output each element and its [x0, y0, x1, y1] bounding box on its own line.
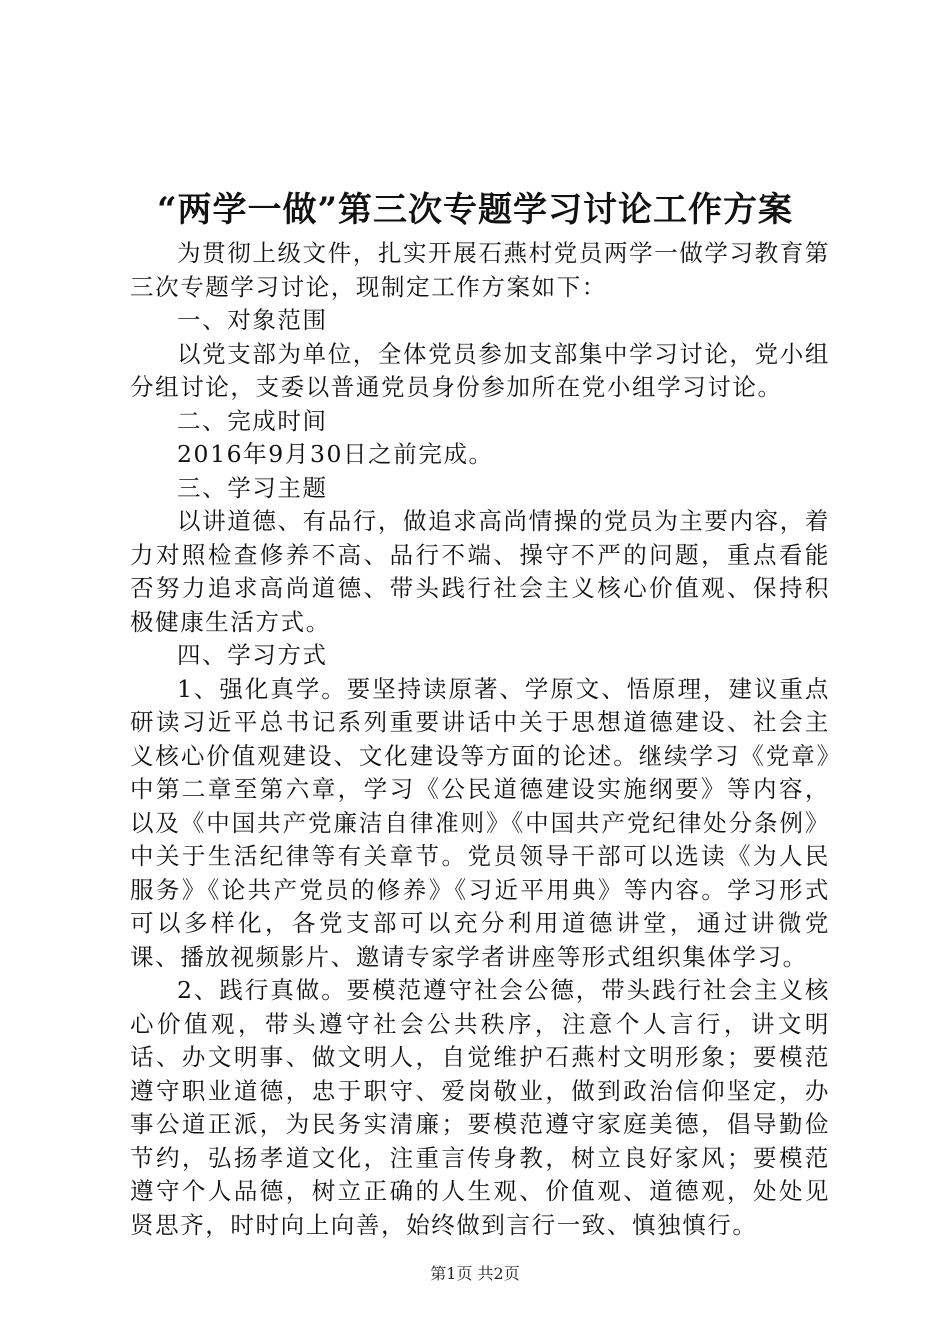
method-paragraph-study: 1、强化真学。要坚持读原著、学原文、悟原理，建议重点研读习近平总书记系列重要讲话中关于思想道德建设、社会主义核心价值观建设、文化建设等方面的论述。继续学习《党章》中第二章至第六章，学习《公民道德建设实施纲要》等内容，以及《中国共产党廉洁自律准则》《中国共产党纪律处分条例》中关于生活纪律等有关章节。党员领导干部可以选读《为人民服务》《论共产党员的修养》《习近平用典》等内容。学习形式可以多样化，各党支部可以充分利用道德讲堂，通过讲微党课、播放视频影片、邀请专家学者讲座等形式组织集体学习。 [130, 674, 830, 971]
intro-paragraph: 为贯彻上级文件，扎实开展石燕村党员两学一做学习教育第三次专题学习讨论，现制定工作方案如下： [130, 239, 830, 301]
section-heading-method: 四、学习方式 [177, 641, 328, 669]
theme-paragraph: 以讲道德、有品行，做追求高尚情操的党员为主要内容，着力对照检查修养不高、品行不端、操守不严的问题，重点看能否努力追求高尚道德、带头践行社会主义核心价值观、保持积极健康生活方式。 [130, 507, 830, 636]
scope-paragraph: 以党支部为单位，全体党员参加支部集中学习讨论，党小组分组讨论，支委以普通党员身份参加所在党小组学习讨论。 [130, 339, 830, 401]
section-heading-theme: 三、学习主题 [177, 473, 328, 502]
method-paragraph-practice: 2、践行真做。要模范遵守社会公德，带头践行社会主义核心价值观，带头遵守社会公共秩序，注意个人言行，讲文明话、办文明事、做文明人，自觉维护石燕村文明形象；要模范遵守职业道德，忠于职守、爱岗敬业，做到政治信仰坚定，办事公道正派，为民务实清廉；要模范遵守家庭美德，倡导勤俭节约，弘扬孝道文化，注重言传身教，树立良好家风；要模范遵守个人品德，树立正确的人生观、价值观、道德观，处处见贤思齐，时时向上向善，始终做到言行一致、慎独慎行。 [130, 976, 830, 1239]
document-body [130, 237, 830, 1242]
document-title: “两学一做”第三次专题学习讨论工作方案 [156, 190, 794, 230]
section-heading-deadline: 二、完成时间 [177, 406, 328, 435]
page-number-footer: 第1页 共2页 [430, 1264, 520, 1283]
deadline-paragraph: 2016年9月30日之前完成。 [177, 440, 494, 468]
section-heading-scope: 一、对象范围 [177, 306, 328, 334]
